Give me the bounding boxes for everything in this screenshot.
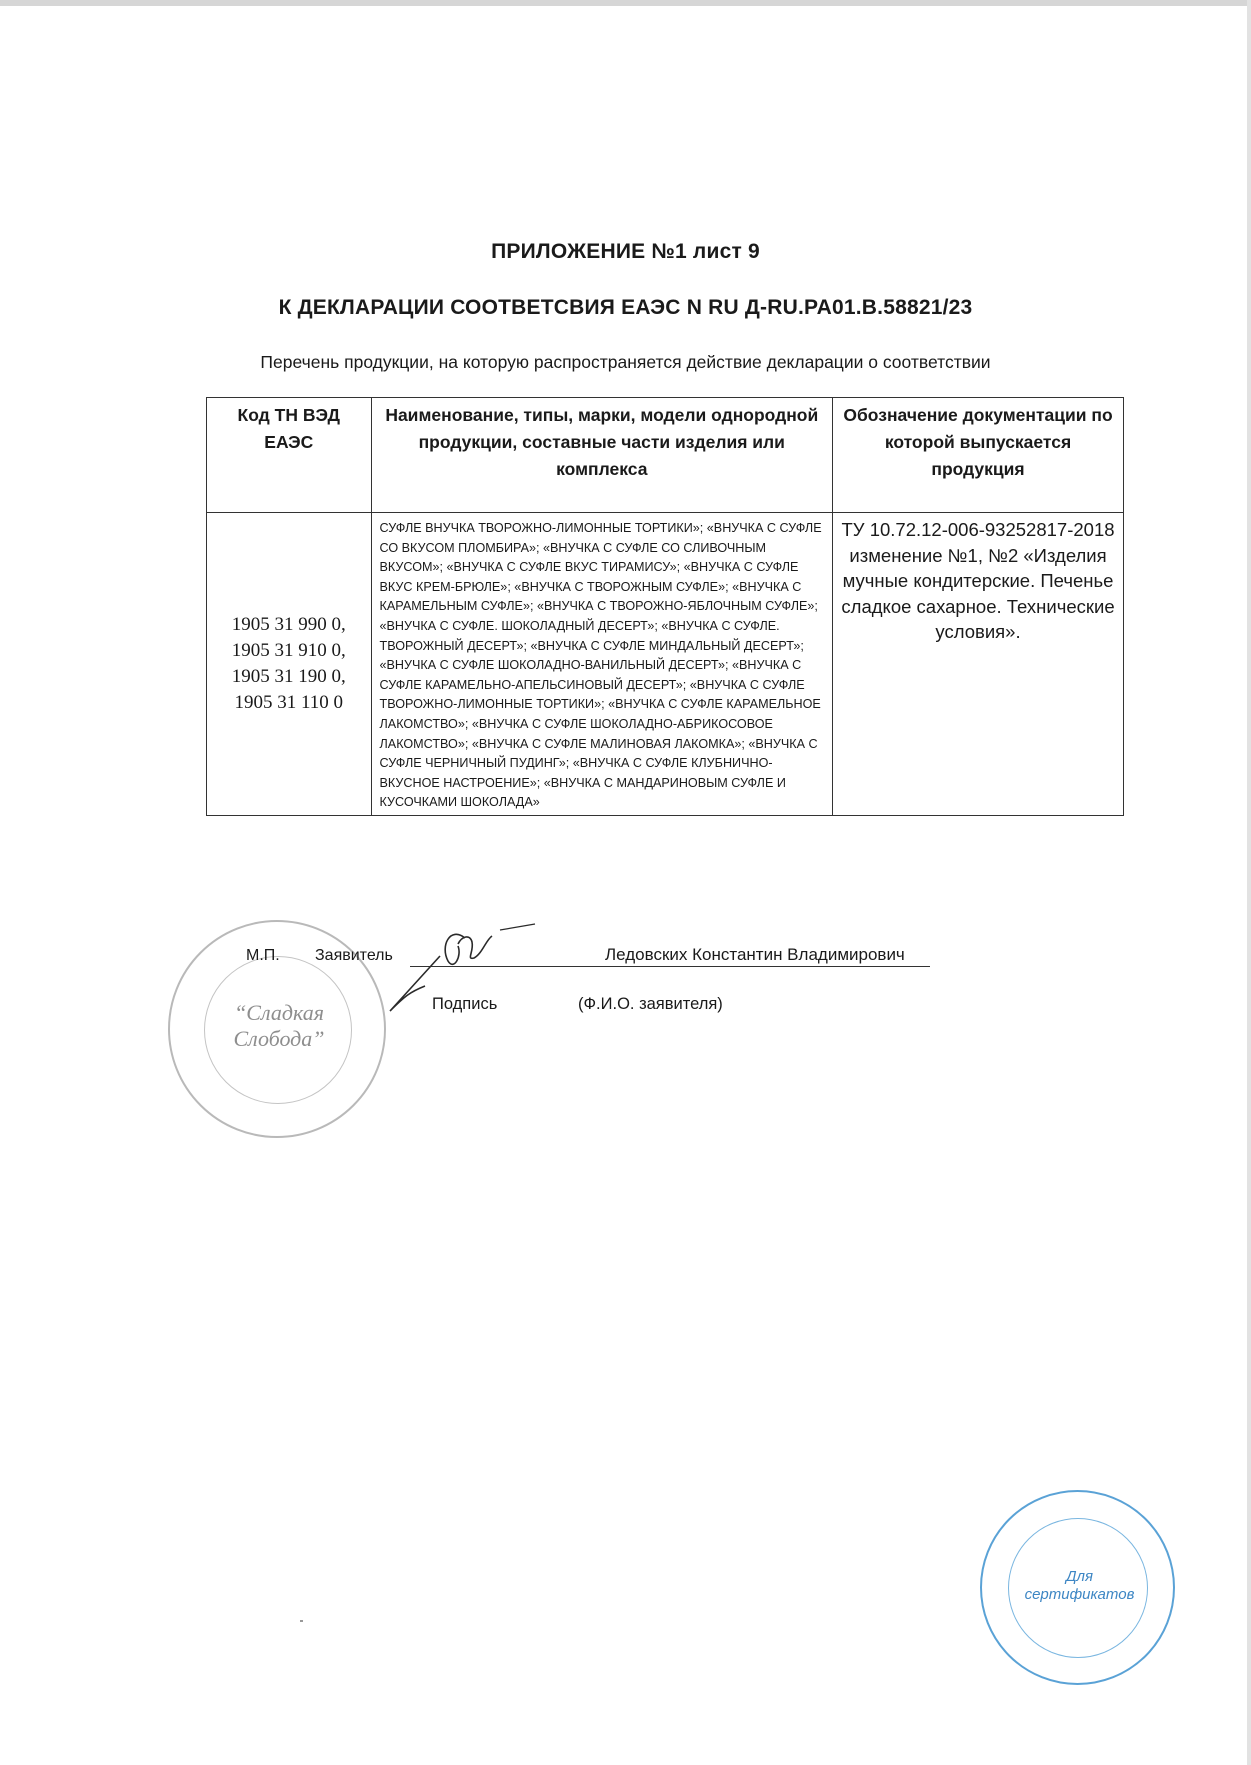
stamp-text-line: Для xyxy=(1065,1568,1094,1585)
seal-logo-line: “Сладкая xyxy=(234,1000,324,1025)
header-doc: Обозначение документации по которой выпускается продукция xyxy=(833,398,1124,513)
header-name: Наименование, типы, марки, модели однородной продукции, составные части изделия или комплекса xyxy=(371,398,833,513)
products-table xyxy=(206,397,1124,816)
table-header-row xyxy=(207,398,1124,513)
page-title: ПРИЛОЖЕНИЕ №1 лист 9 xyxy=(491,240,760,263)
code-line: 1905 31 910 0, xyxy=(231,639,346,661)
code-line: 1905 31 110 0 xyxy=(234,691,344,713)
cell-product-names: СУФЛЕ ВНУЧКА ТВОРОЖНО-ЛИМОННЫЕ ТОРТИКИ»; «ВНУЧКА С СУФЛЕ СО ВКУСОМ ПЛОМБИРА»; «ВНУЧКА С СУФЛЕ СО СЛИВОЧНЫМ ВКУСОМ»; «ВНУЧКА С СУФЛЕ ВКУС ТИРАМИСУ»; «ВНУЧКА С СУФЛЕ ВКУС КРЕМ-БРЮЛЕ»; «ВНУЧКА С ТВОРОЖНЫМ СУФЛЕ»; «ВНУЧКА С КАРАМЕЛЬНЫМ СУФЛЕ»; «ВНУЧКА С ТВОРОЖНО-ЯБЛОЧНЫМ СУФЛЕ»; «ВНУЧКА С СУФЛЕ. ШОКОЛАДНЫЙ ДЕСЕРТ»; «ВНУЧКА С СУФЛЕ. ТВОРОЖНЫЙ ДЕСЕРТ»; «ВНУЧКА С СУФЛЕ МИНДАЛЬНЫЙ ДЕСЕРТ»; «ВНУЧКА С СУФЛЕ ШОКОЛАДНО-ВАНИЛЬНЫЙ ДЕСЕРТ»; «ВНУЧКА С СУФЛЕ КАРАМЕЛЬНО-АПЕЛЬСИНОВЫЙ ДЕСЕРТ»; «ВНУЧКА С СУФЛЕ ТВОРОЖНО-ЛИМОННЫЕ ТОРТИКИ»; «ВНУЧКА С СУФЛЕ КАРАМЕЛЬНОЕ ЛАКОМСТВО»; «ВНУЧКА С СУФЛЕ ШОКОЛАДНО-АБРИКОСОВОЕ ЛАКОМСТВО»; «ВНУЧКА С СУФЛЕ МАЛИНОВАЯ ЛАКОМКА»; «ВНУЧКА С СУФЛЕ ЧЕРНИЧНЫЙ ПУДИНГ»; «ВНУЧКА С СУФЛЕ КЛУБНИЧНО-ВКУСНОЕ НАСТРОЕНИЕ»; «ВНУЧКА С МАНДАРИНОВЫМ СУФЛЕ И КУСОЧКАМИ ШОКОЛАДА» xyxy=(371,513,833,816)
stamp-text-line: сертификатов xyxy=(1024,1586,1135,1603)
code-line: 1905 31 990 0, xyxy=(231,613,346,635)
table-row xyxy=(207,513,1124,816)
header-code: Код ТН ВЭД ЕАЭС xyxy=(207,398,372,513)
certification-stamp xyxy=(980,1490,1175,1685)
scan-edge-top xyxy=(0,0,1251,6)
scan-speck xyxy=(300,1620,303,1622)
fio-caption: (Ф.И.О. заявителя) xyxy=(578,995,723,1013)
scan-edge-right xyxy=(1247,0,1251,1765)
applicant-name: Ледовских Константин Владимирович xyxy=(605,945,905,964)
seal-logo-line: Слобода” xyxy=(233,1026,325,1051)
seal-logo xyxy=(170,1000,388,1052)
signature-caption: Подпись xyxy=(432,995,498,1013)
code-line: 1905 31 190 0, xyxy=(231,665,346,687)
page-subtitle: Перечень продукции, на которую распространяется действие декларации о соответствии xyxy=(260,352,991,372)
handwritten-signature xyxy=(370,916,540,1026)
cell-codes xyxy=(207,513,372,816)
mp-label: М.П. xyxy=(246,947,280,964)
cell-documentation: ТУ 10.72.12-006-93252817-2018 изменение №1, №2 «Изделия мучные кондитерские. Печенье сладкое сахарное. Технические условия». xyxy=(833,513,1124,816)
applicant-label: Заявитель xyxy=(315,947,393,964)
declaration-number: К ДЕКЛАРАЦИИ СООТВЕТСВИЯ ЕАЭС N RU Д-RU.PA01.B.58821/23 xyxy=(278,296,973,319)
